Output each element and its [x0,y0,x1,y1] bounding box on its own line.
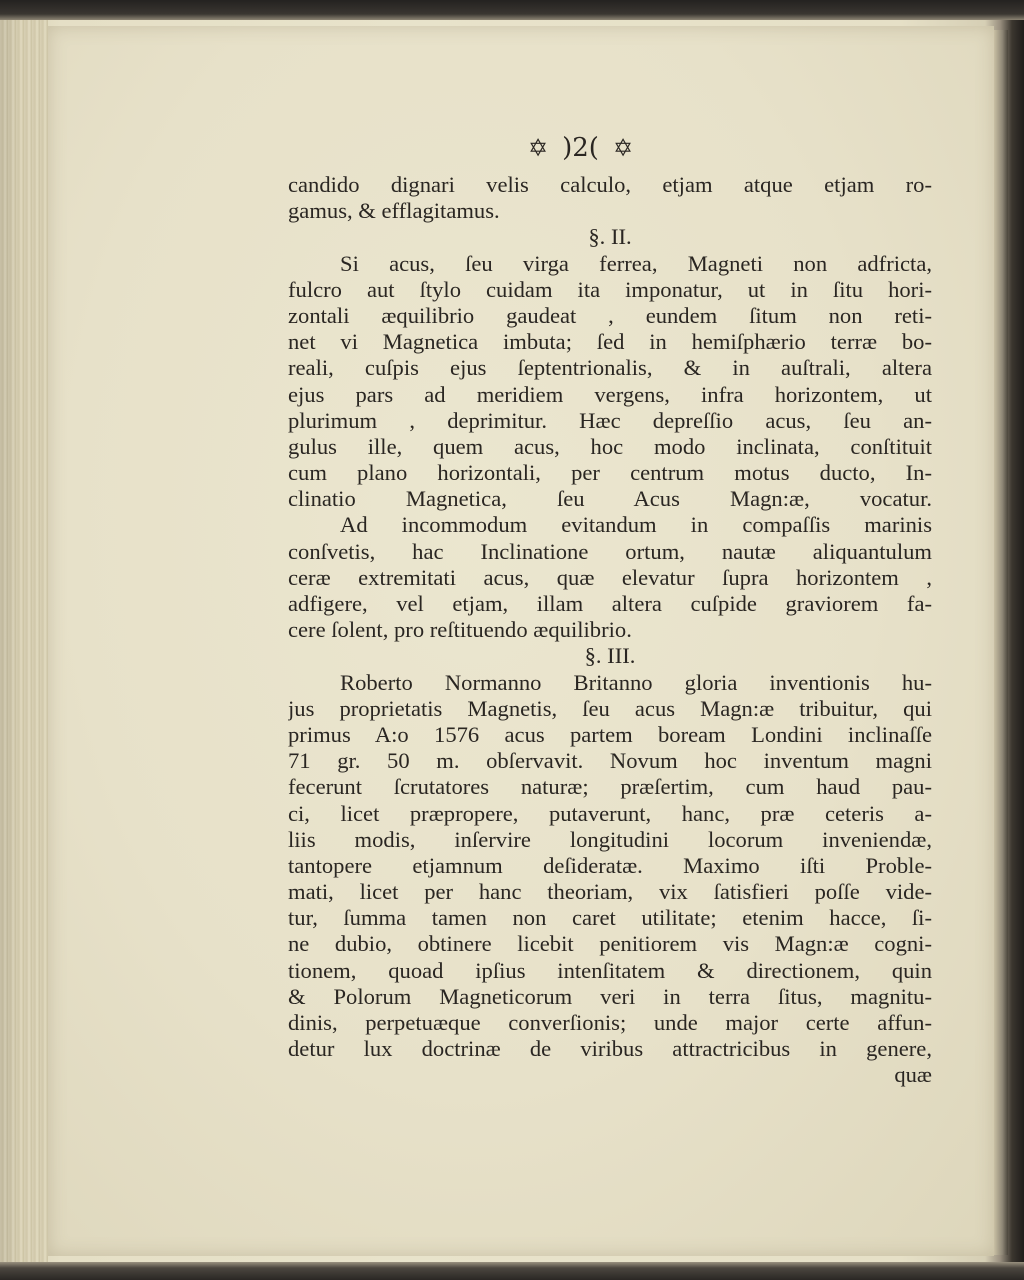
text-line: 71 gr. 50 m. obſervavit. Novum hoc inventum magni [288,748,932,774]
text-line: plurimum , deprimitur. Hæc depreſſio acus, ſeu an- [288,407,932,433]
text-line: ne dubio, obtinere licebit penitiorem vis Magn:æ cogni- [288,931,932,957]
text-line: adfigere, vel etjam, illam altera cuſpide graviorem fa- [288,591,932,616]
text-line: cere ſolent, pro reſtituendo æquilibrio. [288,617,632,643]
text-line: zontali æquilibrio gaudeat , eundem ſitum non reti- [288,302,932,328]
text-line: & Polorum Magneticorum veri in terra ſitus, magnitu- [288,983,932,1009]
text-line: gulus ille, quem acus, hoc modo inclinata, conſtituit [288,433,932,459]
text-line: fulcro aut ſtylo cuidam ita imponatur, ut in ſitu hori- [288,276,932,302]
text-line: gamus, & efflagitamus. [288,198,500,224]
text-line: tionem, quoad ipſius intenſitatem & directionem, quin [288,957,932,983]
text-line: dinis, perpetuæque converſionis; unde major certe affun- [288,1010,932,1035]
right-page-edge [994,30,1008,1255]
left-page-edges [0,20,48,1262]
text-line: ejus pars ad meridiem vergens, infra horizontem, ut [288,381,932,407]
text-line: candido dignari velis calculo, etjam atque etjam ro- [288,172,932,197]
scan-bottom-border [0,1262,1024,1280]
text-line: net vi Magnetica imbuta; ſed in hemiſphærio terræ bo- [288,329,932,355]
text-line: fecerunt ſcrutatores naturæ; præſertim, cum haud pau- [288,774,932,800]
star-ornament-icon: ✡ [612,134,634,162]
section-heading: §. III. [584,643,636,669]
text-line: Roberto Normanno Britanno gloria inventionis hu- [340,669,932,695]
text-line: tantopere etjamnum deſideratæ. Maximo iſti Proble- [288,852,932,878]
section-heading: §. II. [588,224,632,250]
text-line: mati, licet per hanc theoriam, vix ſatisfieri poſſe vide- [288,879,932,905]
text-line: conſvetis, hac Inclinatione ortum, nautæ aliquantulum [288,538,932,564]
text-line: ceræ extremitati acus, quæ elevatur ſupra horizontem , [288,564,932,590]
page-number: )2( [562,133,599,163]
scan-top-border [0,0,1024,20]
text-line: cum plano horizontali, per centrum motus ducto, In- [288,460,932,486]
text-line: detur lux doctrinæ de viribus attractricibus in genere, [288,1036,932,1062]
catchword: quæ [894,1062,932,1088]
text-line: clinatio Magnetica, ſeu Acus Magn:æ, vocatur. [288,486,932,512]
text-line: liis modis, inſervire longitudini locorum inveniendæ, [288,826,932,852]
text-line: jus proprietatis Magnetis, ſeu acus Magn:æ tribuitur, qui [288,695,932,721]
text-line: Ad incommodum evitandum in compaſſis marinis [340,512,932,538]
running-header [528,128,728,168]
text-line: Si acus, ſeu virga ferrea, Magneti non adfricta, [340,250,932,276]
text-line: tur, ſumma tamen non caret utilitate; etenim hacce, ſi- [288,905,932,931]
body-text [288,172,932,1089]
star-ornament-icon: ✡ [528,134,549,162]
text-line: primus A:o 1576 acus partem boream Londini inclinaſſe [288,721,932,747]
text-line: ci, licet præpropere, putaverunt, hanc, præ ceteris a- [288,800,932,826]
text-line: reali, cuſpis ejus ſeptentrionalis, & in auſtrali, altera [288,355,932,381]
